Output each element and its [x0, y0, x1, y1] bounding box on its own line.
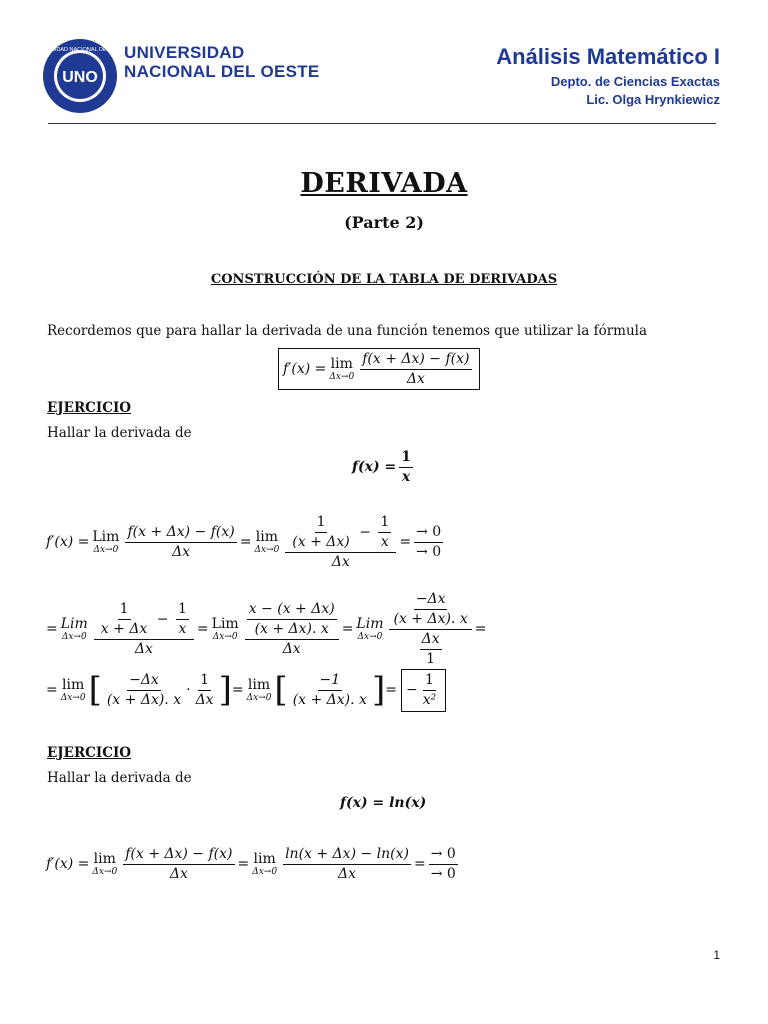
inner-numerator: Δx	[420, 630, 442, 650]
fraction-numerator: f(x + Δx) − f(x)	[125, 523, 236, 543]
fraction-numerator: 1	[399, 448, 413, 468]
equals-sign: =	[413, 856, 426, 872]
equals-sign: =	[196, 621, 209, 637]
indeterminate-form	[414, 523, 443, 562]
limit-b	[254, 529, 279, 555]
fraction-denominator: Δx	[195, 691, 214, 708]
limit-word: lim	[255, 529, 278, 545]
limit-word: Lim	[92, 529, 120, 545]
limit-subscript: Δx→0	[254, 545, 280, 555]
fraction-numerator: f(x + Δx) − f(x)	[123, 845, 234, 865]
step-lhs: f′(x) =	[46, 534, 90, 550]
inner-numerator: 1	[378, 513, 391, 533]
header-divider	[48, 123, 716, 124]
inner-fraction-2	[176, 600, 189, 639]
inner-numerator: 1	[118, 600, 131, 620]
exercise2-prompt: Hallar la derivada de	[47, 770, 192, 786]
limit-subscript: Δx→0	[61, 632, 87, 642]
limit-word: Lim	[356, 616, 384, 632]
formula-fraction	[360, 350, 471, 389]
fraction-denominator: → 0	[416, 543, 442, 560]
fraction-numerator: 1	[423, 671, 436, 691]
fraction-denominator: Δx	[172, 543, 191, 560]
department: Depto. de Ciencias Exactas	[550, 74, 720, 89]
exercise1-prompt: Hallar la derivada de	[47, 425, 192, 441]
limit-word: lim	[253, 851, 276, 867]
limit-a	[61, 677, 86, 703]
step-lhs: f′(x) =	[46, 856, 90, 872]
fraction-denominator: → 0	[430, 865, 456, 882]
university-name-line2: NACIONAL DEL OESTE	[124, 62, 320, 81]
fraction-denominator: Δx	[282, 640, 301, 657]
inner-denominator: (x + Δx). x	[393, 610, 468, 627]
fraction-denominator: (x + Δx). x	[292, 691, 367, 708]
university-name-line1: UNIVERSIDAD	[124, 43, 245, 62]
result-fraction	[421, 671, 439, 710]
course-title: Análisis Matemático I	[496, 44, 720, 69]
log-quotient	[283, 845, 411, 884]
page-number: 1	[713, 948, 720, 962]
right-bracket: ]	[371, 670, 386, 710]
fraction-denominator: Δx	[331, 553, 350, 570]
fraction-numerator	[285, 513, 396, 553]
equals-sign: =	[474, 621, 487, 637]
page-title: DERIVADA	[300, 168, 468, 199]
limit-word: Lim	[60, 616, 88, 632]
equals-sign: =	[231, 682, 244, 698]
product-fraction-1	[105, 671, 183, 710]
exercise2-function: f(x) = ln(x)	[340, 795, 427, 811]
university-logo	[30, 38, 130, 114]
derivative-definition-formula	[278, 348, 480, 390]
exercise2-step1	[46, 842, 461, 886]
inner-denominator: 1	[426, 650, 436, 667]
fraction-b	[245, 600, 339, 659]
limit-subscript: Δx→0	[93, 545, 119, 555]
inner-fraction-1	[290, 513, 351, 552]
equals-sign: =	[46, 621, 58, 637]
inner-fraction	[247, 600, 337, 639]
left-bracket: [	[274, 670, 288, 710]
logo-ring-text: UNIVERSIDAD NACIONAL DEL OESTE	[30, 47, 130, 53]
limit-a	[92, 529, 119, 555]
inner-fraction-bottom	[420, 630, 442, 669]
equals-sign: =	[237, 856, 250, 872]
limit-subscript: Δx→0	[60, 693, 86, 703]
fraction-denominator: x	[401, 468, 411, 485]
inner-numerator: −Δx	[414, 590, 448, 610]
equals-sign: =	[239, 534, 252, 550]
minus-sign: −	[359, 524, 371, 540]
minus-sign: −	[156, 611, 169, 627]
simplified-fraction	[291, 671, 369, 710]
formula-limit	[329, 356, 354, 382]
inner-denominator: (x + Δx)	[292, 533, 350, 550]
limit-subscript: Δx→0	[92, 867, 118, 877]
exercise1-step3	[46, 668, 446, 712]
inner-denominator: x + Δx	[100, 620, 148, 637]
limit-word: lim	[247, 677, 271, 693]
fraction-numerator	[245, 600, 339, 640]
intro-paragraph: Recordemos que para hallar la derivada de una función tenemos que utilizar la fórmula	[47, 323, 648, 339]
limit-c	[356, 616, 383, 642]
fraction-denominator: Δx	[169, 865, 188, 882]
fraction-denominator: (x + Δx). x	[106, 691, 182, 708]
fraction-denominator: Δx	[134, 640, 153, 657]
exercise1-step2	[46, 590, 487, 667]
limit-a	[92, 851, 117, 877]
limit-b	[212, 616, 239, 642]
fraction-denominator: x²	[422, 691, 437, 708]
limit-word: Lim	[211, 616, 239, 632]
inner-numerator: 1	[315, 513, 328, 533]
fraction-denominator	[418, 630, 444, 669]
fraction-numerator: → 0	[414, 523, 443, 543]
inner-denominator: x	[380, 533, 389, 550]
equals-sign: =	[46, 682, 58, 698]
inner-numerator: 1	[176, 600, 189, 620]
inner-numerator: x − (x + Δx)	[247, 600, 337, 620]
function-fraction	[399, 448, 413, 487]
right-bracket: ]	[218, 670, 232, 710]
limit-word: lim	[93, 851, 116, 867]
limit-a	[61, 616, 88, 642]
formula-lhs: f′(x) =	[283, 361, 327, 377]
fraction-denominator: Δx	[406, 370, 425, 387]
inner-denominator: (x + Δx). x	[254, 620, 329, 637]
inner-denominator: x	[178, 620, 187, 637]
page-subtitle: (Parte 2)	[344, 213, 424, 232]
section-heading: CONSTRUCCIÓN DE LA TABLA DE DERIVADAS	[210, 272, 558, 287]
exercise1-step1	[46, 513, 446, 571]
fraction-denominator: Δx	[338, 865, 357, 882]
fraction-numerator: 1	[198, 671, 211, 691]
inner-fraction-1	[99, 600, 150, 639]
limit-subscript: Δx→0	[252, 867, 278, 877]
equals-sign: =	[385, 682, 397, 698]
product-fraction-2	[194, 671, 216, 710]
limit-subscript: Δx→0	[246, 693, 272, 703]
limit-b	[252, 851, 277, 877]
fraction-a	[94, 600, 194, 659]
boxed-result	[401, 669, 446, 712]
fraction-numerator: −1	[318, 671, 343, 691]
minus-sign: −	[405, 682, 418, 698]
exercise2-heading: EJERCICIO	[47, 745, 132, 761]
difference-quotient	[123, 845, 234, 884]
teacher: Lic. Olga Hrynkiewicz	[586, 92, 720, 107]
limit-word: lim	[330, 356, 353, 372]
fraction-numerator	[94, 600, 194, 640]
substituted-quotient	[285, 513, 396, 572]
difference-quotient	[125, 523, 236, 562]
limit-b	[247, 677, 272, 703]
logo-text: UNO	[62, 69, 98, 86]
fraction-numerator	[389, 590, 471, 630]
exercise1-function	[352, 446, 416, 488]
equals-sign: =	[399, 534, 412, 550]
fraction-c	[389, 590, 471, 669]
equals-sign: =	[341, 621, 354, 637]
limit-word: lim	[62, 677, 85, 693]
exercise1-heading: EJERCICIO	[47, 400, 132, 416]
limit-subscript: Δx→0	[357, 632, 383, 642]
fraction-numerator: −Δx	[127, 671, 161, 691]
inner-fraction-top	[391, 590, 469, 629]
fraction-numerator: → 0	[429, 845, 458, 865]
inner-fraction-2	[378, 513, 391, 552]
limit-subscript: Δx→0	[212, 632, 238, 642]
function-lhs: f(x) =	[352, 459, 397, 475]
indeterminate-form	[429, 845, 458, 884]
fraction-numerator: ln(x + Δx) − ln(x)	[283, 845, 411, 865]
fraction-numerator: f(x + Δx) − f(x)	[360, 350, 471, 370]
limit-subscript: Δx→0	[329, 372, 355, 382]
left-bracket: [	[88, 670, 102, 710]
multiply-dot: ·	[186, 682, 191, 698]
